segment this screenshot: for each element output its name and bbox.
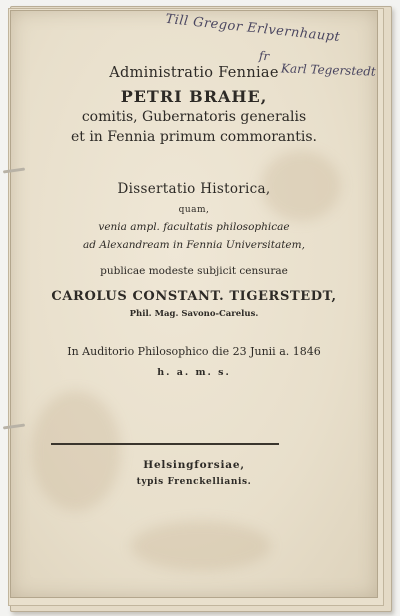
age-stain [131, 521, 271, 571]
divider-rule [51, 443, 279, 445]
dissertation-heading: Dissertatio Historica, [117, 181, 271, 197]
defense-venue-date: In Auditorio Philosophico die 23 Junii a. 1846 [67, 345, 321, 358]
inscription-line-2: fr [258, 48, 270, 64]
dissertation-publicae: publicae modeste subjicit censurae [100, 265, 288, 277]
dissertation-quam: quam, [178, 205, 210, 215]
dissertation-venia: venia ampl. facultatis philosophicae [98, 221, 290, 233]
author-name: CAROLUS CONSTANT. TIGERSTEDT, [51, 289, 337, 304]
dissertation-university: ad Alexandream in Fennia Universitatem, [83, 239, 305, 251]
title-line-3: comitis, Gubernatoris generalis [81, 109, 307, 125]
title-page [10, 10, 378, 598]
inscription-line-3: Karl Tegerstedt [280, 61, 377, 79]
title-name: PETRI BRAHE, [120, 87, 268, 106]
defense-hours: h. a. m. s. [157, 367, 231, 378]
imprint-printer: typis Frenckellianis. [136, 477, 252, 487]
author-credentials: Phil. Mag. Savono-Carelus. [129, 309, 259, 319]
title-line-1: Administratio Fenniae [109, 65, 279, 81]
inscription-line-1: Till Gregor Erlvernhaupt [164, 11, 341, 46]
age-stain [31, 391, 121, 511]
title-line-4: et in Fennia primum commorantis. [70, 129, 318, 145]
imprint-city: Helsingforsiae, [143, 459, 245, 471]
